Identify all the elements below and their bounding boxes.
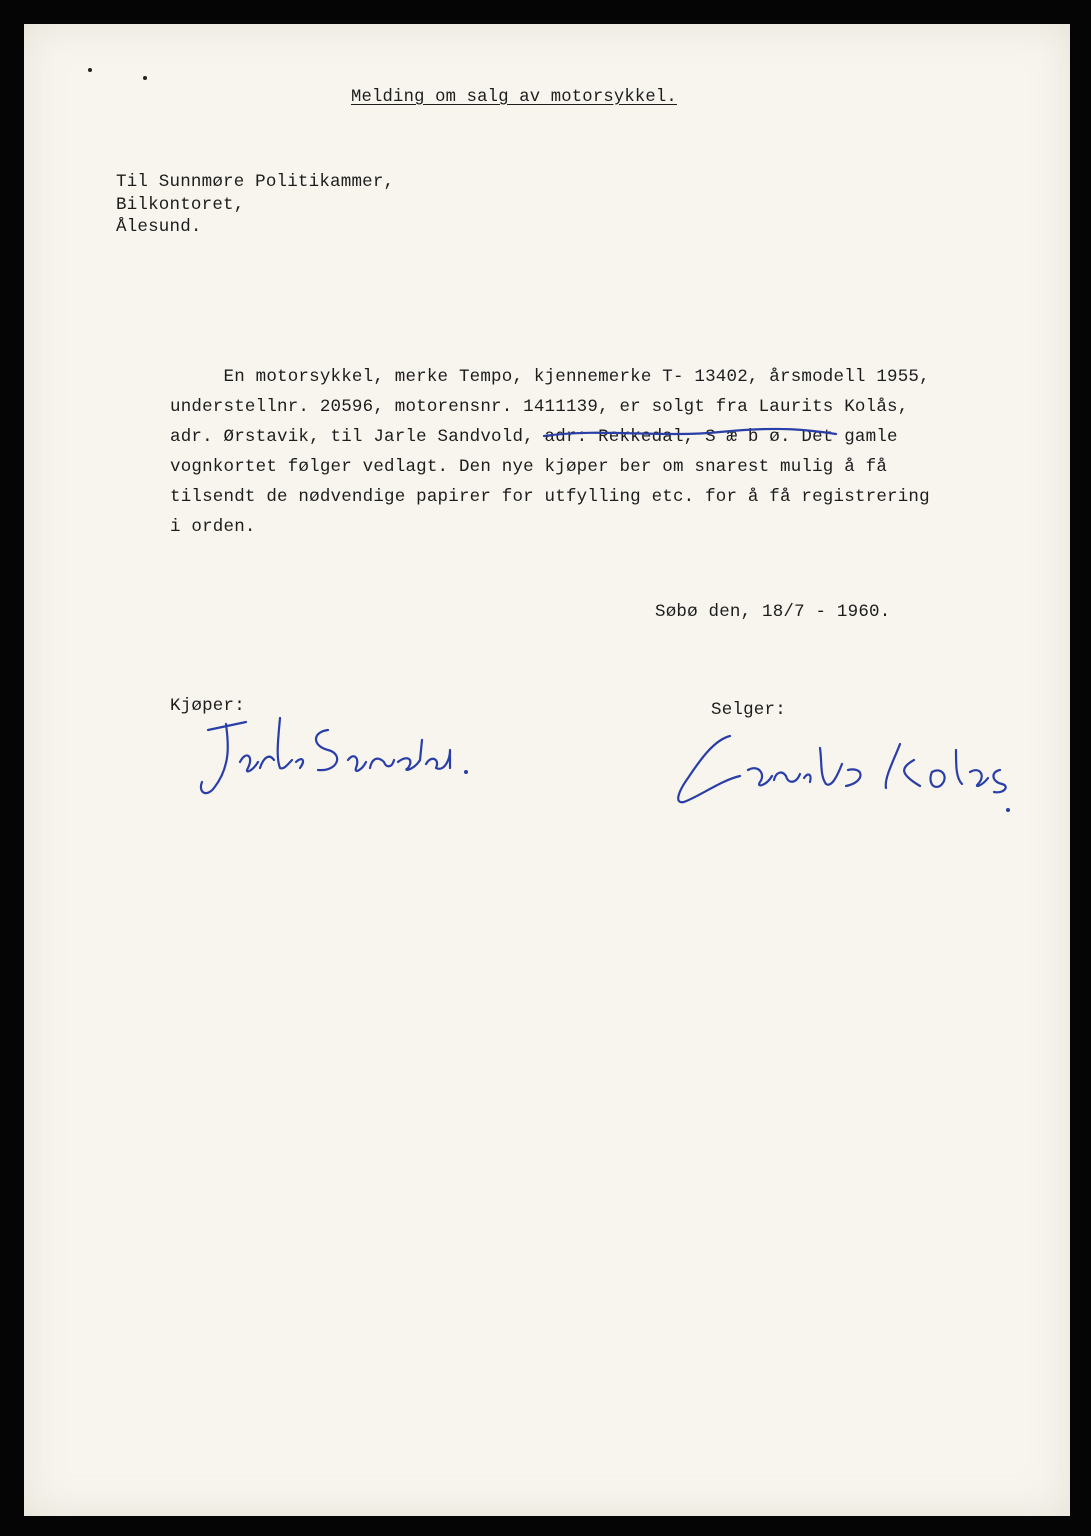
paper-speck (143, 76, 147, 80)
document-page (24, 24, 1070, 1516)
document-title: Melding om salg av motorsykkel. (351, 88, 677, 107)
body-line-1: En motorsykkel, merke Tempo, kjennemerke T- 13402, årsmodell 1955, (170, 367, 930, 387)
body-line-4: vognkortet følger vedlagt. Den nye kjøper ber om snarest mulig å få (170, 457, 888, 477)
body-line-3: adr. Ørstavik, til Jarle Sandvold, adr: Rekkedal, S æ b ø. Det gamle (170, 427, 898, 447)
buyer-label: Kjøper: (170, 696, 245, 716)
seller-label: Selger: (711, 700, 786, 720)
seller-signature (670, 730, 1010, 820)
recipient-line-1: Til Sunnmøre Politikammer, (116, 172, 395, 192)
date-line: Søbø den, 18/7 - 1960. (655, 602, 891, 622)
body-line-6: i orden. (170, 517, 256, 537)
ink-underline-address (540, 424, 840, 440)
buyer-signature (188, 710, 478, 810)
body-line-5: tilsendt de nødvendige papirer for utfylling etc. for å få registrering (170, 487, 930, 507)
recipient-line-2: Bilkontoret, (116, 195, 245, 215)
paper-speck (88, 68, 92, 72)
body-line-2: understellnr. 20596, motorensnr. 1411139, er solgt fra Laurits Kolås, (170, 397, 909, 417)
recipient-line-3: Ålesund. (116, 217, 202, 237)
